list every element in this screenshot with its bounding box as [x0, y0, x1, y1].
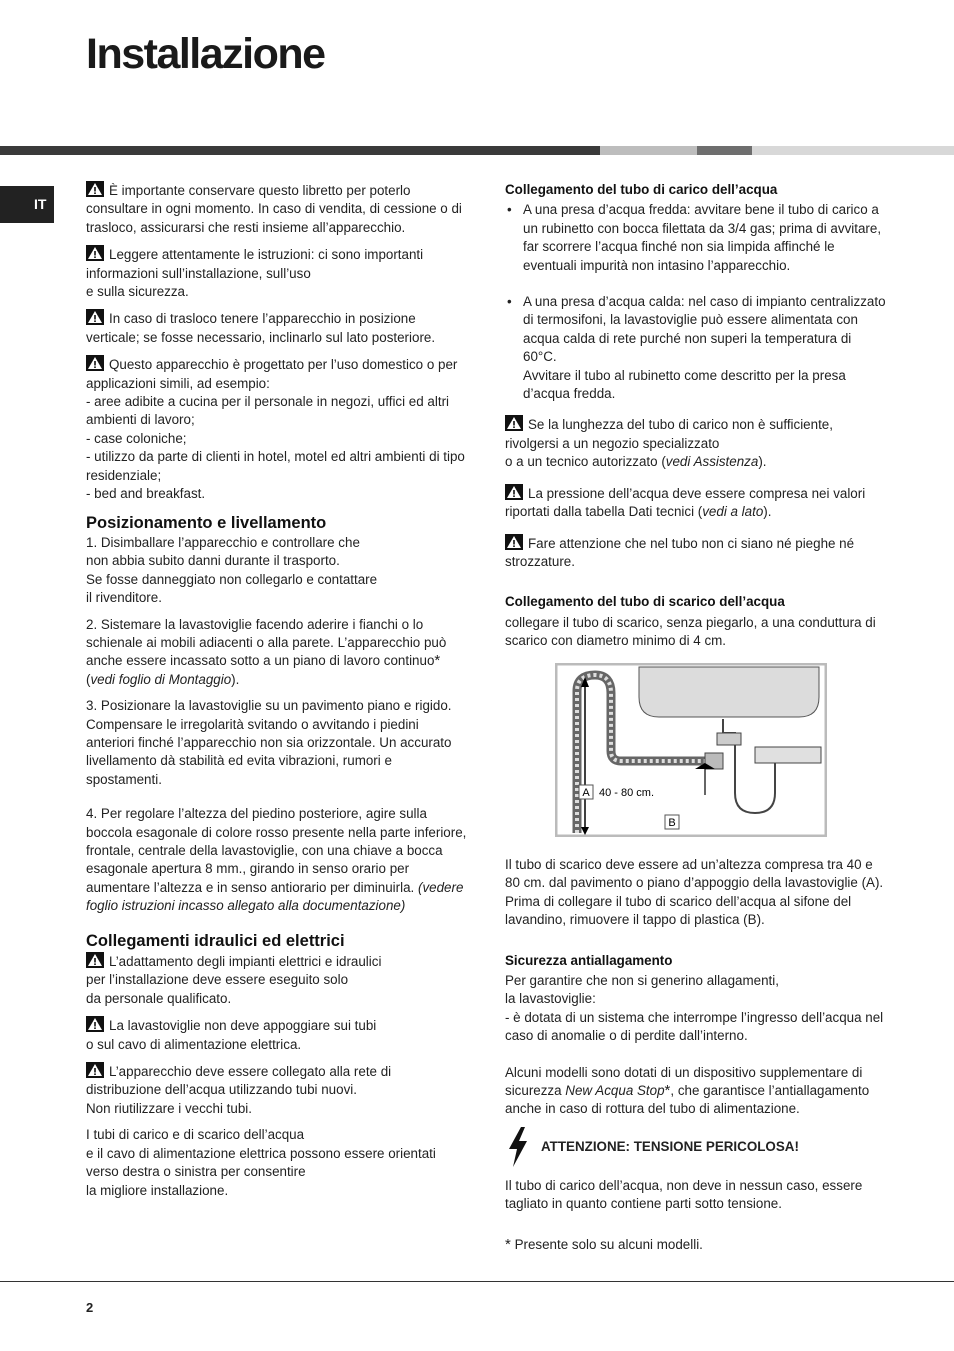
step-2: 2. Sistemare la lavastoviglie facendo aderire i fianchi o lo schienale ai mobili adiacenti o alla parete. L’apparecchio può anche essere incassato sotto a un piano di lavoro continuo* (vedi foglio di Montaggio).	[86, 616, 447, 687]
warning-kinks: Fare attenzione che nel tubo non ci siano né pieghe né strozzature.	[505, 535, 855, 569]
language-tab: IT	[0, 186, 54, 223]
warning-triangle-icon	[86, 181, 104, 197]
list-item: • A una presa d’acqua fredda: avvitare bene il tubo di carico a un rubinetto con bocca filettata da 3/4 gas; prima di avvitare, far scorrere l’acqua finché non sia limpida affinché le eventuali impurità non intasino l’apparecchio.	[505, 201, 887, 275]
header-bar-mid	[697, 146, 752, 155]
header-bar-dark	[0, 146, 600, 155]
right-column	[505, 181, 887, 1262]
left-column	[86, 181, 468, 1208]
header-bar-light	[600, 146, 697, 155]
warning-triangle-icon	[86, 309, 104, 325]
warning-new-hoses: L’apparecchio deve essere collegato alla rete di distribuzione dell’acqua utilizzando tubi nuovi. Non riutilizzare i vecchi tubi.	[86, 1064, 392, 1116]
footer-rule	[0, 1281, 954, 1282]
page-title: Installazione	[86, 30, 325, 78]
label-a: A	[582, 786, 590, 799]
warning-hose-length: Se la lunghezza del tubo di carico non è sufficiente, rivolgersi a un negozio specializzato o a un tecnico autorizzato (vedi Assistenza).	[505, 417, 833, 470]
warning-triangle-icon	[86, 1016, 104, 1032]
header-bar-pale	[752, 146, 954, 155]
tension-note: Il tubo di carico dell’acqua, non deve in nessun caso, essere tagliato in quanto contiene parti sotto tensione.	[505, 1177, 863, 1212]
warning-transport: In caso di trasloco tenere l’apparecchio in posizione verticale; se fosse necessario, inclinarlo sul lato posteriore.	[86, 311, 436, 345]
label-b: B	[668, 816, 676, 829]
warning-triangle-icon	[86, 952, 104, 968]
warning-hoses: La lavastoviglie non deve appoggiare sui tubi o sul cavo di alimentazione elettrica.	[86, 1018, 377, 1052]
warning-triangle-icon	[505, 534, 523, 550]
drain-height-note: Il tubo di scarico deve essere ad un’altezza compresa tra 40 e 80 cm. dal pavimento o piano d’appoggio della lavastoviglie (A). Prima di collegare il tubo di scarico dell’acqua al sifone del lavandino, rimuovere il tappo di plastica (B).	[505, 856, 884, 928]
warning-triangle-icon	[86, 245, 104, 261]
label-height-range: 40 - 80 cm.	[599, 786, 655, 799]
warning-triangle-icon	[86, 1062, 104, 1078]
warning-read-instructions: Leggere attentamente le istruzioni: ci sono importanti informazioni sull’installazione, sull’uso e sulla sicurezza.	[86, 247, 424, 300]
footnote: * Presente solo su alcuni modelli.	[505, 1235, 703, 1253]
warning-triangle-icon	[505, 484, 523, 500]
danger-label: ATTENZIONE: TENSIONE PERICOLOSA!	[541, 1138, 799, 1154]
heading-drain-hose: Collegamento del tubo di scarico dell’acqua	[505, 594, 785, 610]
page-number: 2	[86, 1300, 94, 1315]
lightning-bolt-icon	[505, 1127, 531, 1167]
warning-domestic-use: Questo apparecchio è progettato per l’uso domestico o per applicazioni simili, ad esempio: - aree adibite a cucina per il personale in negozi, uffici ed altri ambienti di lavoro; - case coloniche; - utilizzo da parte di clienti in hotel, motel ed altri ambienti di tipo residenziale; - bed and breakfast.	[86, 357, 465, 502]
step-1: 1. Disimballare l’apparecchio e controllare che non abbia subito danni durante il trasporto. Se fosse danneggiato non collegarlo e contattare il rivenditore.	[86, 534, 378, 606]
warning-keep-manual: È importante conservare questo libretto per poterlo consultare in ogni momento. In caso di vendita, di cessione o di trasloco, assicurarsi che resti insieme all’apparecchio.	[86, 183, 462, 235]
step-3: 3. Posizionare la lavastoviglie su un pavimento piano e rigido. Compensare le irregolarità svitando o avvitando i piedini anteriori finché l’apparecchio non sia orizzontale. Un accurato livellamento dà stabilità ed evita vibrazioni, rumori e spostamenti.	[86, 698, 452, 787]
list-item: • A una presa d’acqua calda: nel caso di impianto centralizzato di termosifoni, la lavastoviglie può essere alimentata con acqua calda di rete purché non superi la temperatura di 60°C. Avvitare il tubo al rubinetto come descritto per la presa d’acqua fredda.	[505, 293, 887, 403]
drain-hose-diagram	[555, 663, 827, 837]
warning-triangle-icon	[505, 415, 523, 431]
hose-orientation: I tubi di carico e di scarico dell’acqua e il cavo di alimentazione elettrica possono essere orientati verso destra o sinistra per consentire la migliore installazione.	[86, 1127, 436, 1198]
heading-connections: Collegamenti idraulici ed elettrici	[86, 931, 345, 950]
drain-instructions: collegare il tubo di scarico, senza piegarlo, a una conduttura di scarico con diametro minimo di 4 cm.	[505, 614, 876, 649]
danger-voltage-warning	[505, 1127, 887, 1167]
flood-safety-text: Per garantire che non si generino allagamenti, la lavastoviglie: - è dotata di un sistema che interrompe l’ingresso dell’acqua nel caso di anomalie o di perdite dall’interno.	[505, 972, 884, 1044]
heading-positioning: Posizionamento e livellamento	[86, 513, 327, 532]
warning-qualified-staff: L’adattamento degli impianti elettrici e idraulici per l’installazione deve essere eseguito solo da personale qualificato.	[86, 954, 382, 1006]
warning-triangle-icon	[86, 355, 104, 371]
warning-water-pressure: La pressione dell’acqua deve essere compresa nei valori riportati dalla tabella Dati tecnici (vedi a lato).	[505, 485, 866, 520]
acqua-stop-text: Alcuni modelli sono dotati di un dispositivo supplementare di sicurezza New Acqua Stop*, che garantisce l’antiallagamento anche in caso di rottura del tubo di alimentazione.	[505, 1064, 870, 1117]
inlet-list	[505, 201, 887, 403]
heading-inlet-hose: Collegamento del tubo di carico dell’acqua	[505, 182, 778, 197]
step-4: 4. Per regolare l’altezza del piedino posteriore, agire sulla boccola esagonale di colore rosso presente nella parte inferiore, frontale, centrale della lavastoviglie, con una chiave a bocca esagonale apertura 8 mm., girando in senso orario per aumentare l’altezza e in senso antiorario per diminuirla. (vedere foglio istruzioni incasso allegato alla documentazione)	[86, 806, 467, 914]
heading-flood-safety: Sicurezza antiallagamento	[505, 952, 673, 968]
